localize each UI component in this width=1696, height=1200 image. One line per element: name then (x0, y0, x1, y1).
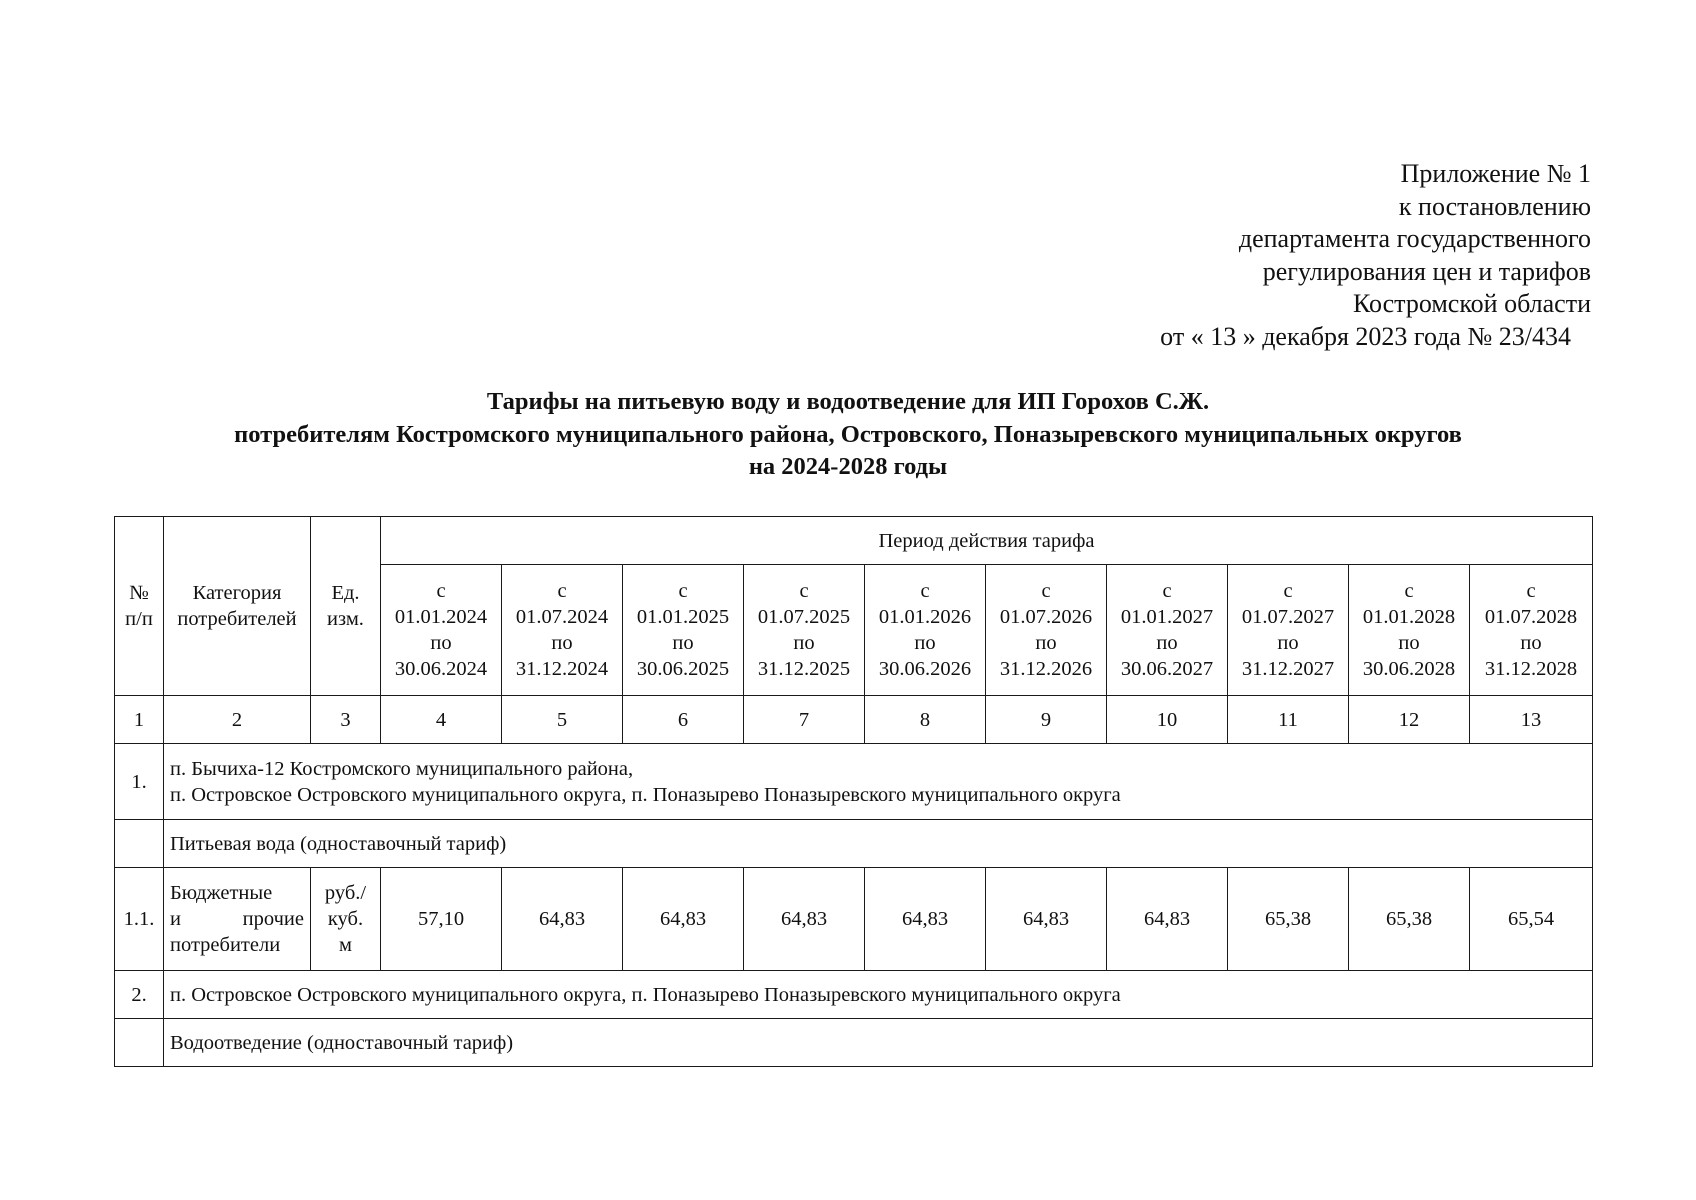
period-header-cell (865, 565, 986, 696)
unit-line: руб./ (324, 882, 367, 904)
tariff-value-cell: 65,54 (1470, 868, 1593, 971)
row-category (164, 868, 311, 971)
period-text: 30.06.2024 (394, 658, 488, 680)
period-text: 31.12.2026 (999, 658, 1093, 680)
table-row (115, 868, 1593, 971)
period-text: 30.06.2026 (878, 658, 972, 680)
column-number-cell: 9 (986, 696, 1107, 744)
period-text: по (430, 632, 452, 654)
subheader-row (115, 820, 1593, 868)
column-numbers-row (115, 696, 1593, 744)
period-text: по (1398, 632, 1420, 654)
period-text: с (920, 580, 930, 602)
section-text-line: п. Бычиха-12 Костромского муниципального района, (170, 757, 634, 780)
period-text: 01.01.2026 (878, 606, 972, 628)
period-text: 01.07.2026 (999, 606, 1093, 628)
section-text (164, 744, 1593, 820)
title-line: Тарифы на питьевую воду и водоотведение для ИП Горохов С.Ж. (486, 388, 1210, 415)
column-number-cell: 7 (744, 696, 865, 744)
tariff-value-cell: 64,83 (865, 868, 986, 971)
period-header-cell (381, 565, 502, 696)
header-unit-cell (311, 517, 381, 696)
period-text: 31.12.2028 (1484, 658, 1578, 680)
period-text: 30.06.2028 (1362, 658, 1456, 680)
header-text: Категория (192, 582, 282, 604)
period-text: по (1520, 632, 1542, 654)
appendix-date-line: от « 13 » декабря 2023 года № 23/434 (1160, 321, 1571, 351)
tariff-value-cell: 65,38 (1228, 868, 1349, 971)
category-line: и прочие (170, 908, 304, 930)
empty-cell (115, 1019, 164, 1067)
section-row (115, 971, 1593, 1019)
period-header-cell (623, 565, 744, 696)
subheader-text: Питьевая вода (одноставочный тариф) (164, 820, 1593, 868)
period-text: 01.07.2027 (1241, 606, 1335, 628)
row-number: 1.1. (115, 868, 164, 971)
column-number-cell: 1 (115, 696, 164, 744)
appendix-line: департамента государственного (1238, 224, 1591, 253)
header-period-cell: Период действия тарифа (381, 517, 1593, 565)
header-text: изм. (327, 608, 364, 630)
period-text: с (1526, 580, 1536, 602)
unit-line: м (339, 934, 352, 956)
period-text: по (914, 632, 936, 654)
appendix-line: Костромской области (1352, 289, 1591, 318)
period-text: 30.06.2025 (636, 658, 730, 680)
period-text: по (1277, 632, 1299, 654)
column-number-cell: 8 (865, 696, 986, 744)
column-number-cell: 2 (164, 696, 311, 744)
appendix-line: регулирования цен и тарифов (1262, 256, 1591, 286)
section-row (115, 744, 1593, 820)
header-text: № (129, 582, 149, 604)
header-category-cell (164, 517, 311, 696)
period-text: 01.07.2028 (1484, 606, 1578, 628)
period-text: 30.06.2027 (1120, 658, 1214, 680)
section-text-line: п. Островское Островского муниципального округа, п. Поназырево Поназыревского муниципального округа (170, 783, 1121, 806)
tariff-table (114, 516, 1593, 1067)
appendix-line: Приложение № 1 (1400, 159, 1591, 188)
subheader-text: Водоотведение (одноставочный тариф) (164, 1019, 1593, 1067)
tariff-value-cell: 64,83 (502, 868, 623, 971)
period-text: 01.07.2024 (515, 606, 609, 628)
column-number-cell: 13 (1470, 696, 1593, 744)
period-header-cell (986, 565, 1107, 696)
period-text: по (551, 632, 573, 654)
period-text: по (793, 632, 815, 654)
period-text: 31.12.2025 (757, 658, 851, 680)
period-text: 01.01.2025 (636, 606, 730, 628)
period-header-cell (1228, 565, 1349, 696)
period-text: по (1156, 632, 1178, 654)
column-number-cell: 6 (623, 696, 744, 744)
period-text: 01.01.2024 (394, 606, 488, 628)
tariff-value-cell: 64,83 (744, 868, 865, 971)
period-text: с (678, 580, 688, 602)
period-text: с (557, 580, 567, 602)
period-text: с (1041, 580, 1051, 602)
document-title (0, 386, 1696, 484)
period-text: с (1283, 580, 1293, 602)
appendix-block (1160, 158, 1591, 353)
table-header-row (115, 517, 1593, 565)
column-number-cell: 5 (502, 696, 623, 744)
period-text: 01.01.2027 (1120, 606, 1214, 628)
row-unit (311, 868, 381, 971)
column-number-cell: 11 (1228, 696, 1349, 744)
header-text: потребителей (177, 608, 297, 630)
category-line: Бюджетные (170, 882, 273, 904)
period-text: 01.07.2025 (757, 606, 851, 628)
tariff-value-cell: 65,38 (1349, 868, 1470, 971)
column-number-cell: 3 (311, 696, 381, 744)
column-number-cell: 12 (1349, 696, 1470, 744)
tariff-value-cell: 57,10 (381, 868, 502, 971)
period-text: по (1035, 632, 1057, 654)
tariff-value-cell: 64,83 (623, 868, 744, 971)
empty-cell (115, 820, 164, 868)
column-number-cell: 4 (381, 696, 502, 744)
period-text: по (672, 632, 694, 654)
category-line: потребители (170, 934, 281, 956)
header-text: п/п (125, 608, 153, 630)
column-number-cell: 10 (1107, 696, 1228, 744)
tariff-value-cell: 64,83 (986, 868, 1107, 971)
period-text: с (1162, 580, 1172, 602)
title-line: потребителям Костромского муниципального района, Островского, Поназыревского муниципальных округов (234, 420, 1462, 448)
period-text: с (1404, 580, 1414, 602)
header-text: Ед. (331, 582, 360, 604)
period-header-cell (744, 565, 865, 696)
tariff-value-cell: 64,83 (1107, 868, 1228, 971)
header-num-cell (115, 517, 164, 696)
period-header-cell (1470, 565, 1593, 696)
subheader-row (115, 1019, 1593, 1067)
unit-line: куб. (327, 908, 364, 930)
section-number: 1. (115, 744, 164, 820)
period-text: 01.01.2028 (1362, 606, 1456, 628)
period-text: с (799, 580, 809, 602)
period-header-cell (502, 565, 623, 696)
period-text: 31.12.2024 (515, 658, 609, 680)
appendix-line: к постановлению (1398, 191, 1591, 221)
period-text: с (436, 580, 446, 602)
title-line: на 2024-2028 годы (748, 453, 948, 480)
period-header-cell (1349, 565, 1470, 696)
period-text: 31.12.2027 (1241, 658, 1335, 680)
section-number: 2. (115, 971, 164, 1019)
period-header-cell (1107, 565, 1228, 696)
section-text: п. Островское Островского муниципального округа, п. Поназырево Поназыревского муниципального округа (164, 971, 1593, 1019)
